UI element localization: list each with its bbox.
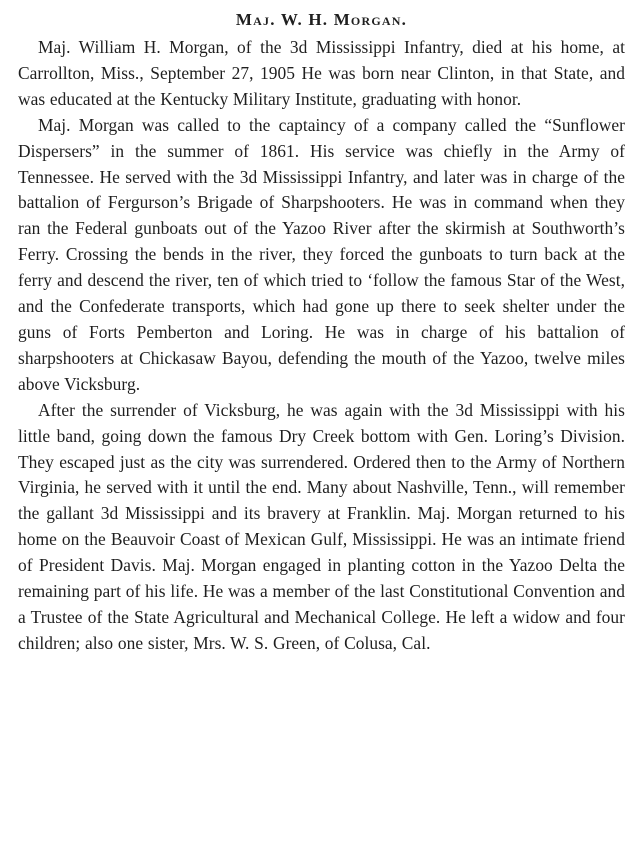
article-title: Maj. W. H. Morgan. bbox=[235, 10, 408, 29]
paragraph-1: Maj. William H. Morgan, of the 3d Mississippi Infantry, died at his home, at Carrollton, Miss., September 27, 1905 He was born near Clinton, in that State, and was educated at the Kentucky Military Institute, graduating with honor. bbox=[18, 37, 625, 109]
paragraph-2: Maj. Morgan was called to the captaincy of a company called the “Sunflower Dispersers” in the summer of 1861. His service was chiefly in the Army of Tennessee. He served with the 3d Mississippi Infantry, and later was in charge of the battalion of Fergurson’s Brigade of Sharpshooters. He was in command when they ran the Federal gunboats out of the Yazoo River after the skirmish at Southworth’s Ferry. Crossing the bends in the river, they forced the gunboats to turn back at the ferry and descend the river, ten of which tried to ‘follow the famous Star of the West, and the Confederate transports, which had gone up there to seek shelter under the guns of Forts Pemberton and Loring. He was in charge of his battalion of sharpshooters at Chickasaw Bayou, defending the mouth of the Yazoo, twelve miles above Vicksburg. bbox=[18, 114, 625, 394]
paragraph-3: After the surrender of Vicksburg, he was again with the 3d Mississippi with his little band, going down the famous Dry Creek bottom with Gen. Loring’s Division. They escaped just as the city was surrendered. Ordered then to the Army of Northern Virginia, he served with it until the end. Many about Nashville, Tenn., will remember the gallant 3d Mississippi and its bravery at Franklin. Maj. Morgan returned to his home on the Beauvoir Coast of Mexican Gulf, Mississippi. He was an intimate friend of President Davis. Maj. Morgan engaged in planting cotton in the Yazoo Delta the remaining part of his life. He was a member of the last Constitutional Convention and a Trustee of the State Agricultural and Mechanical College. He left a widow and four children; also one sister, Mrs. W. S. Green, of Colusa, Cal. bbox=[18, 399, 625, 653]
